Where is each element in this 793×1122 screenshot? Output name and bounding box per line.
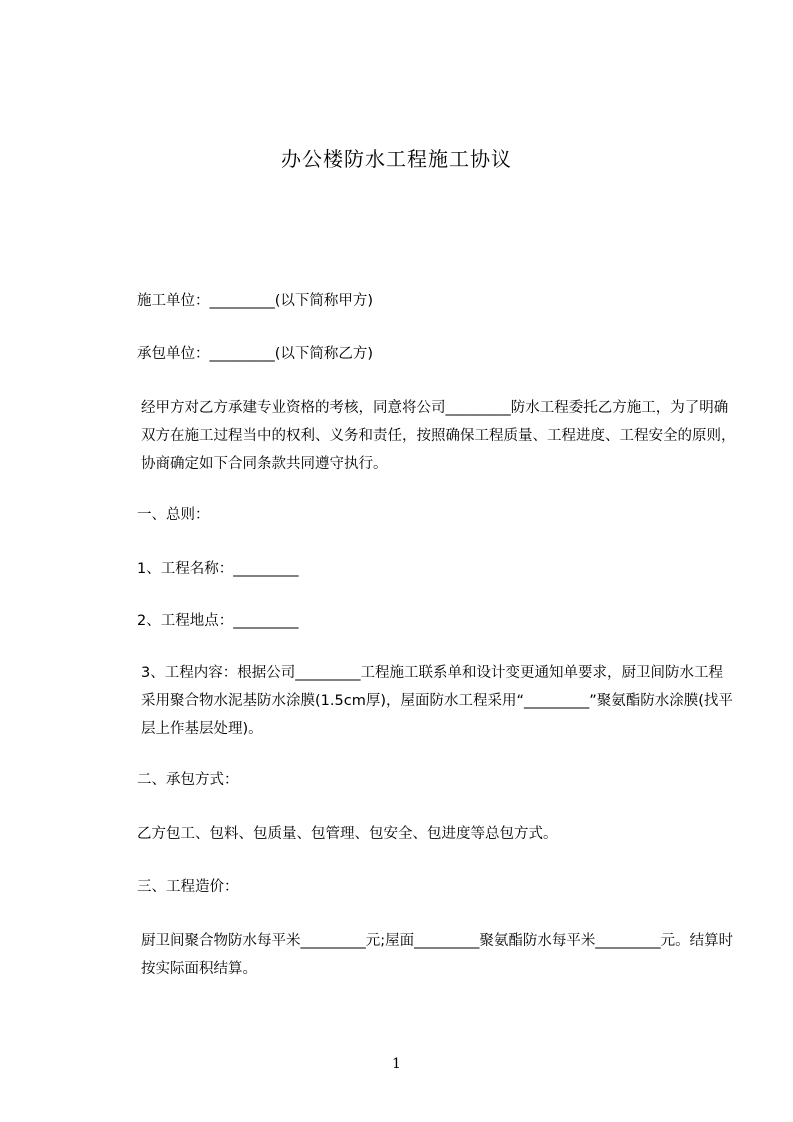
section-cost-heading: 三、工程造价： xyxy=(137,879,239,895)
document-title: 办公楼防水工程施工协议 xyxy=(281,147,512,171)
section-contract-method-heading: 二、承包方式： xyxy=(137,772,239,788)
construction-unit-line: 施工单位：_________(以下简称甲方) xyxy=(137,293,374,309)
preamble-paragraph: 经甲方对乙方承建专业资格的考核，同意将公司_________防水工程委托乙方施工，为了明确双方在施工过程当中的权利、义务和责任，按照确保工程质量、工程进度、工程安全的原则，协商确定如下合同条款共同遵守执行。 xyxy=(141,400,736,472)
section-general-heading: 一、总则： xyxy=(137,507,210,523)
project-content-paragraph: 3、工程内容：根据公司_________工程施工联系单和设计变更通知单要求，厨卫间防水工程采用聚合物水泥基防水涂膜(1.5cm厚)，屋面防水工程采用“_________”聚氨酯防水涂膜(找平层上作基层处理)。 xyxy=(141,665,733,737)
page-number: 1 xyxy=(392,1056,401,1072)
project-location-line: 2、工程地点：_________ xyxy=(137,613,299,629)
contract-method-paragraph: 乙方包工、包料、包质量、包管理、包安全、包进度等总包方式。 xyxy=(137,826,558,842)
contractor-unit-line: 承包单位：_________(以下简称乙方) xyxy=(137,346,374,362)
project-name-line: 1、工程名称：_________ xyxy=(137,561,299,577)
cost-paragraph: 厨卫间聚合物防水每平米_________元;屋面_________聚氨酯防水每平米_________元。结算时按实际面积结算。 xyxy=(141,933,734,977)
